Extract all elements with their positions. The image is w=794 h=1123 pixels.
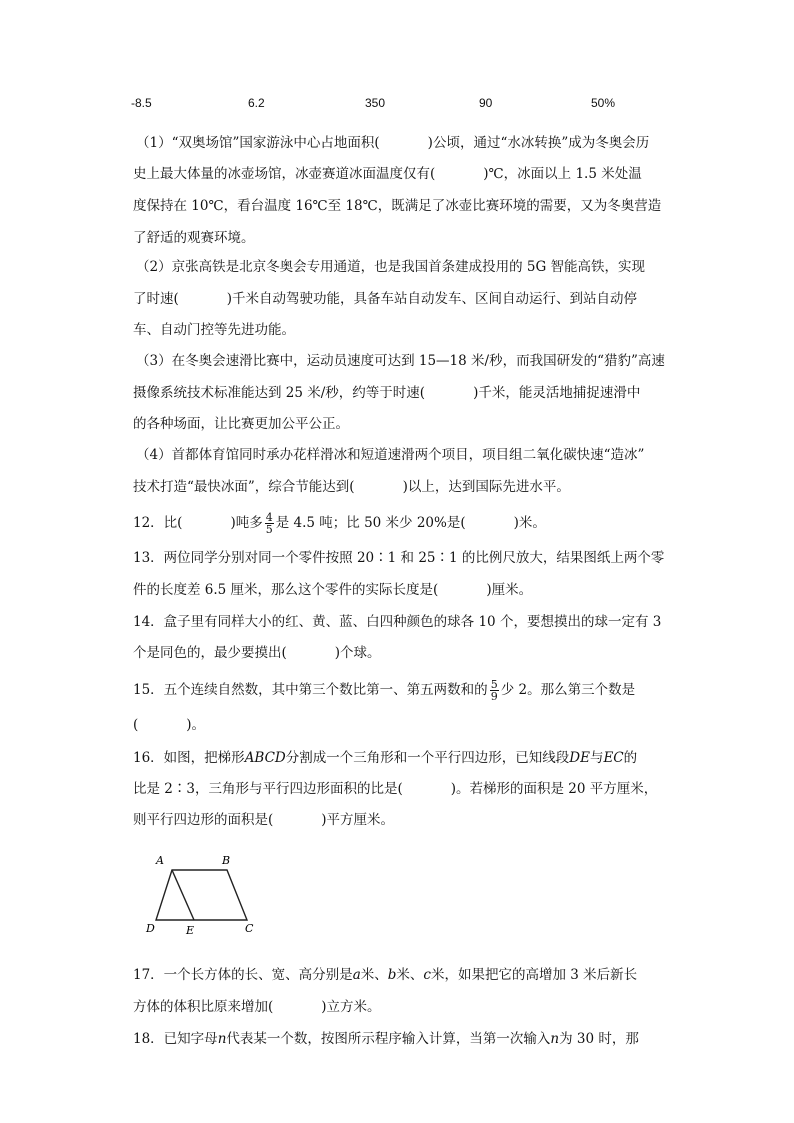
option-1: -8.5	[131, 96, 152, 110]
label-a: A	[156, 854, 164, 867]
option-3: 350	[365, 96, 386, 110]
q12-line: 12．比( )吨多 $\frac{4}{5}$ 是 4.5 吨；比 50 米少 20%是( )米。	[133, 511, 546, 536]
trapezoid-shape	[156, 870, 247, 920]
option-4: 90	[479, 96, 493, 110]
label-b: B	[222, 854, 231, 867]
q18-line1: 18．已知字母n代表某一个数，按图所示程序输入计算，当第一次输入n为 30 时，那	[133, 1031, 639, 1047]
q11-p1-line2: 史上最大体量的冰壶场馆，冰壶赛道冰面温度仅有( )℃，冰面以上 1.5 米处温	[133, 166, 642, 182]
q16-line3: 则平行四边形的面积是( )平方厘米。	[133, 812, 395, 828]
q11-p3-line2: 摄像系统技术标准能达到 25 米/秒，约等于时速( )千米，能灵活地捕捉速滑中	[133, 385, 641, 401]
options-row	[131, 96, 651, 116]
q11-p2-line2: 了时速( )千米自动驾驶功能，具备车站自动发车、区间自动运行、到站自动停	[133, 291, 638, 307]
q17-line1: 17．一个长方体的长、宽、高分别是a米、b米、c米，如果把它的高增加 3 米后新长	[133, 967, 638, 983]
fraction-five-ninths: $\frac{5}{9}$	[490, 678, 498, 703]
q11-p1-line3: 度保持在 10℃，看台温度 16℃至 18℃，既满足了冰壶比赛环境的需要，又为冬奥营造	[133, 198, 662, 214]
q17-line2: 方体的体积比原来增加( )立方米。	[133, 999, 381, 1015]
q11-p3-line1: （3）在冬奥会速滑比赛中，运动员速度可达到 15—18 米/秒，而我国研发的“猎豹”高速	[136, 353, 665, 369]
q11-p1-line4: 了舒适的观赛环境。	[133, 230, 255, 246]
q11-p1-line1: （1）“双奥场馆”国家游泳中心占地面积( )公顷，通过“水冰转换”成为冬奥会历	[136, 135, 650, 151]
label-c: C	[245, 922, 254, 935]
fraction-four-fifths: $\frac{4}{5}$	[265, 511, 273, 536]
trapezoid-diagram	[140, 850, 270, 940]
q15-line2: ( )。	[133, 717, 206, 733]
q14-line2: 个是同色的，最少要摸出( )个球。	[133, 645, 381, 661]
q13-line2: 件的长度差 6.5 厘米，那么这个零件的实际长度是( )厘米。	[133, 582, 533, 598]
q11-p2-line3: 车、自动门控等先进功能。	[133, 322, 295, 338]
q13-line1: 13．两位同学分别对同一个零件按照 20∶1 和 25∶1 的比例尺放大，结果图纸上两个零	[133, 550, 665, 566]
segment-ae	[172, 870, 194, 920]
q11-p4-line2: 技术打造“最快冰面”，综合节能达到( )以上，达到国际先进水平。	[133, 479, 570, 495]
q16-line2: 比是 2∶3，三角形与平行四边形面积的比是( )。若梯形的面积是 20 平方厘米，	[133, 781, 658, 797]
option-2: 6.2	[248, 96, 265, 110]
q11-p3-line3: 的各种场面，让比赛更加公平公正。	[133, 416, 349, 432]
q16-line1: 16．如图，把梯形ABCD分割成一个三角形和一个平行四边形，已知线段DE与EC的	[133, 750, 638, 766]
q14-line1: 14．盒子里有同样大小的红、黄、蓝、白四种颜色的球各 10 个，要想摸出的球一定有 3	[133, 614, 662, 630]
label-e: E	[186, 924, 195, 937]
label-d: D	[146, 922, 155, 935]
q11-p4-line1: （4）首都体育馆同时承办花样滑冰和短道速滑两个项目，项目组二氧化碳快速“造冰”	[136, 447, 645, 463]
q15-line1: 15．五个连续自然数，其中第三个数比第一、第五两数和的 $\frac{5}{9}$ 少 2。那么第三个数是	[133, 678, 636, 703]
option-5: 50%	[591, 96, 616, 110]
q11-p2-line1: （2）京张高铁是北京冬奥会专用通道，也是我国首条建成投用的 5G 智能高铁，实现	[136, 259, 646, 275]
